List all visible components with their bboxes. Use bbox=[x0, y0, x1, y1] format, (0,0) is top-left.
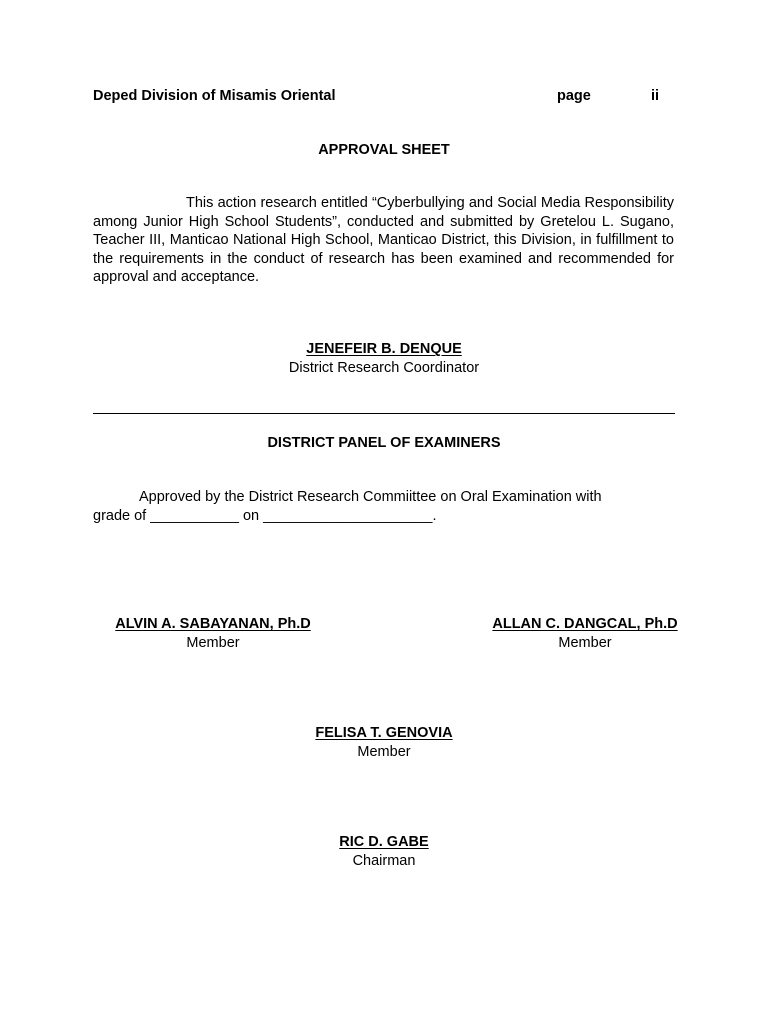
approval-paragraph: This action research entitled “Cyberbullying and Social Media Responsibility among Junior High School Students”, conducted and submitted by Gretelou L. Sugano, Teacher III, Manticao National High School, Manticao District, this Division, in fulfillment to the requirements in the conduct of research has been examined and recommended for approval and acceptance. bbox=[93, 195, 674, 285]
chairman-role: Chairman bbox=[352, 852, 416, 869]
page-title: APPROVAL SHEET bbox=[318, 142, 450, 158]
grade-approval-paragraph bbox=[93, 488, 674, 525]
grade-approval-line-1 bbox=[93, 488, 674, 507]
examiner-name: ALVIN A. SABAYANAN, Ph.D bbox=[115, 616, 311, 632]
examiner-name: FELISA T. GENOVIA bbox=[315, 725, 453, 741]
chairman-name: RIC D. GABE bbox=[339, 834, 429, 850]
panel-title: DISTRICT PANEL OF EXAMINERS bbox=[267, 435, 501, 451]
chairman-signature-block bbox=[0, 833, 768, 870]
header-page-number: ii bbox=[651, 88, 660, 104]
header-organization: Deped Division of Misamis Oriental bbox=[93, 88, 336, 104]
examiner-signature-block bbox=[93, 615, 333, 652]
header-page-label: page bbox=[557, 88, 591, 104]
coordinator-name: JENEFEIR B. DENQUE bbox=[306, 341, 462, 357]
section-divider bbox=[93, 413, 675, 414]
examiner-role: Member bbox=[558, 634, 612, 651]
examiner-name: ALLAN C. DANGCAL, Ph.D bbox=[492, 616, 678, 632]
examiner-role: Member bbox=[186, 634, 240, 651]
coordinator-signature-block bbox=[0, 340, 768, 377]
examiner-role: Member bbox=[357, 743, 411, 760]
grade-approval-line-1-text: Approved by the District Research Commiittee on Oral Examination with bbox=[139, 489, 602, 505]
grade-approval-line-2: grade of ___________ on _____________________. bbox=[93, 507, 437, 524]
coordinator-role: District Research Coordinator bbox=[288, 359, 480, 376]
examiner-signature-block bbox=[0, 724, 768, 761]
examiner-signature-block bbox=[465, 615, 705, 652]
